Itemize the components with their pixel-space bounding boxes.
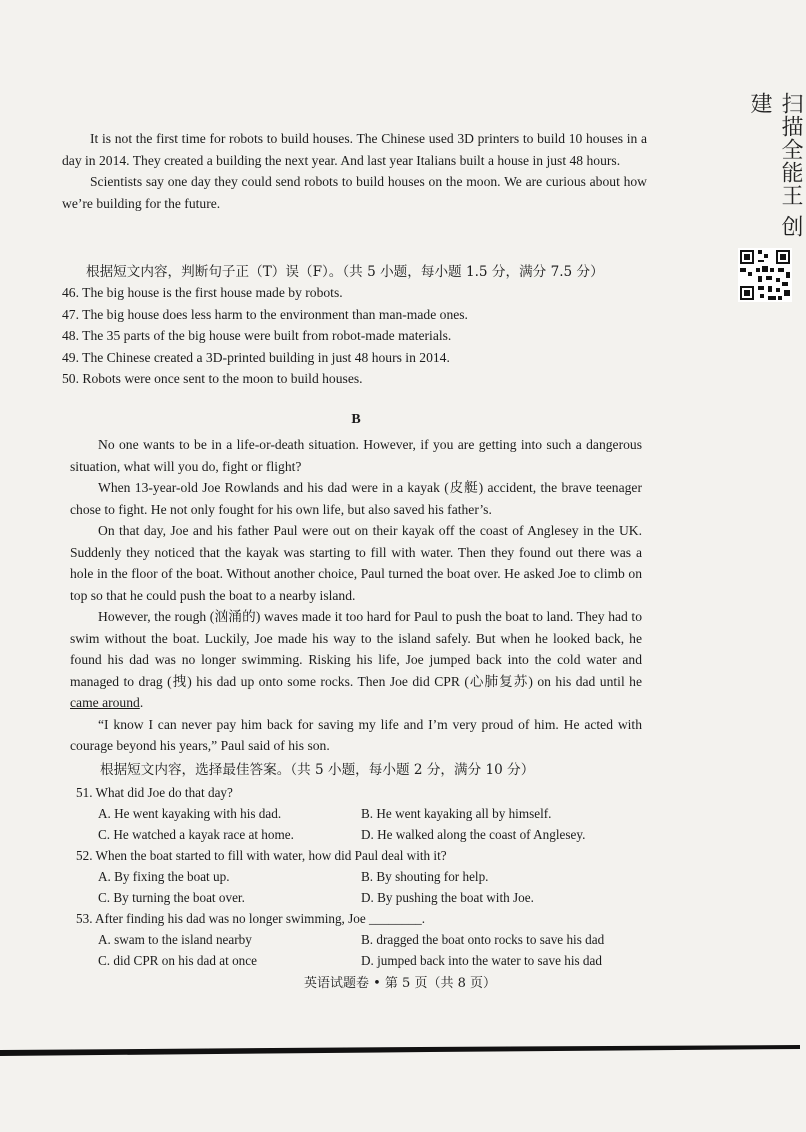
option-row (76, 866, 646, 887)
option-row (76, 887, 646, 908)
paragraph-text: . (139, 695, 144, 710)
page-footer: 英语试题卷 • 第 5 页（共 8 页） (303, 976, 496, 991)
option: B. dragged the boat onto rocks to save his dad (361, 932, 605, 947)
underlined-phrase: came around (70, 695, 140, 710)
question-stem: 52. When the boat started to fill with water, how did Paul deal with it? (76, 848, 447, 863)
passage-b (70, 412, 642, 757)
passage-a-paragraph: It is not the first time for robots to build houses. The Chinese used 3D printers to build 10 houses in a day in 2014. They created a building the next year. And last year Italians built a house in just 48 hours. (62, 131, 647, 168)
option: C. By turning the boat over. (98, 890, 245, 905)
section-heading: B (351, 412, 361, 427)
option: C. He watched a kayak race at home. (98, 827, 294, 842)
option-row (76, 950, 646, 971)
tf-statement: 49. The Chinese created a 3D-printed building in just 48 hours in 2014. (62, 349, 450, 365)
tf-statement: 47. The big house does less harm to the environment than man-made ones. (62, 306, 468, 322)
passage-a-paragraph: Scientists say one day they could send robots to build houses on the moon. We are curious about how we’re building for the future. (62, 174, 647, 211)
passage-b-paragraph: When 13-year-old Joe Rowlands and his dad were in a kayak (皮艇) accident, the brave teenager chose to fight. He not only fought for his own life, but also saved his father’s. (70, 480, 642, 517)
option-row (76, 824, 646, 845)
option: D. By pushing the boat with Joe. (361, 890, 534, 905)
watermark-label: 扫描全能王 创建 (747, 92, 803, 238)
passage-a (62, 128, 647, 214)
option: C. did CPR on his dad at once (98, 953, 257, 968)
option: B. He went kayaking all by himself. (361, 806, 552, 821)
tf-statement: 48. The 35 parts of the big house were built from robot-made materials. (62, 328, 452, 343)
paragraph-text: However, the rough (汹涌的) waves made it too hard for Paul to push the boat to land. They had to swim without the boat. Luckily, Joe made his way to the island safely. But when he looked back, he found his dad was no longer swimming. Risking his life, Joe jumped back into the cold water and managed to drag (拽) his dad up onto some rocks. Then Joe did CPR (心肺复苏) on his dad until he (70, 609, 642, 689)
option: A. By fixing the boat up. (98, 869, 230, 884)
mc-instruction: 根据短文内容，选择最佳答案。（共 5 小题，每小题 2 分，满分 10 分） (100, 762, 535, 778)
question-stem: 51. What did Joe do that day? (76, 785, 233, 800)
tf-section (62, 262, 647, 390)
mc-section (76, 760, 646, 971)
qr-code-icon (738, 248, 792, 302)
question-stem: 53. After finding his dad was no longer swimming, Joe ________. (76, 911, 426, 926)
tf-instruction: 根据短文内容，判断句子正（T）误（F）。（共 5 小题，每小题 1.5 分，满分 7.5 分） (86, 264, 604, 280)
option: A. He went kayaking with his dad. (98, 806, 282, 821)
tf-statement: 46. The big house is the first house made by robots. (62, 285, 343, 300)
tf-statement: 50. Robots were once sent to the moon to build houses. (62, 371, 363, 386)
option-row (76, 929, 646, 950)
passage-b-paragraph: No one wants to be in a life-or-death situation. However, if you are getting into such a dangerous situation, what will you do, fight or flight? (70, 437, 642, 474)
option-row (76, 803, 646, 824)
passage-b-paragraph: “I know I can never pay him back for saving my life and I’m very proud of him. He acted with courage beyond his years,” Paul said of his son. (70, 716, 642, 753)
option: D. He walked along the coast of Anglesey. (361, 827, 586, 842)
option: D. jumped back into the water to save his dad (361, 953, 602, 968)
option: A. swam to the island nearby (98, 932, 252, 947)
scanner-watermark (738, 92, 803, 307)
passage-b-paragraph (70, 606, 642, 714)
passage-b-paragraph: On that day, Joe and his father Paul were out on their kayak off the coast of Anglesey in the UK. Suddenly they noticed that the kayak was starting to fill with water. Then they found out there was a hole in the floor of the boat. Without another choice, Paul turned the boat over. He asked Joe to climb on top so that he could push the boat to a nearby island. (70, 523, 642, 603)
scan-edge-bar (0, 1044, 800, 1058)
option: B. By shouting for help. (361, 869, 489, 884)
